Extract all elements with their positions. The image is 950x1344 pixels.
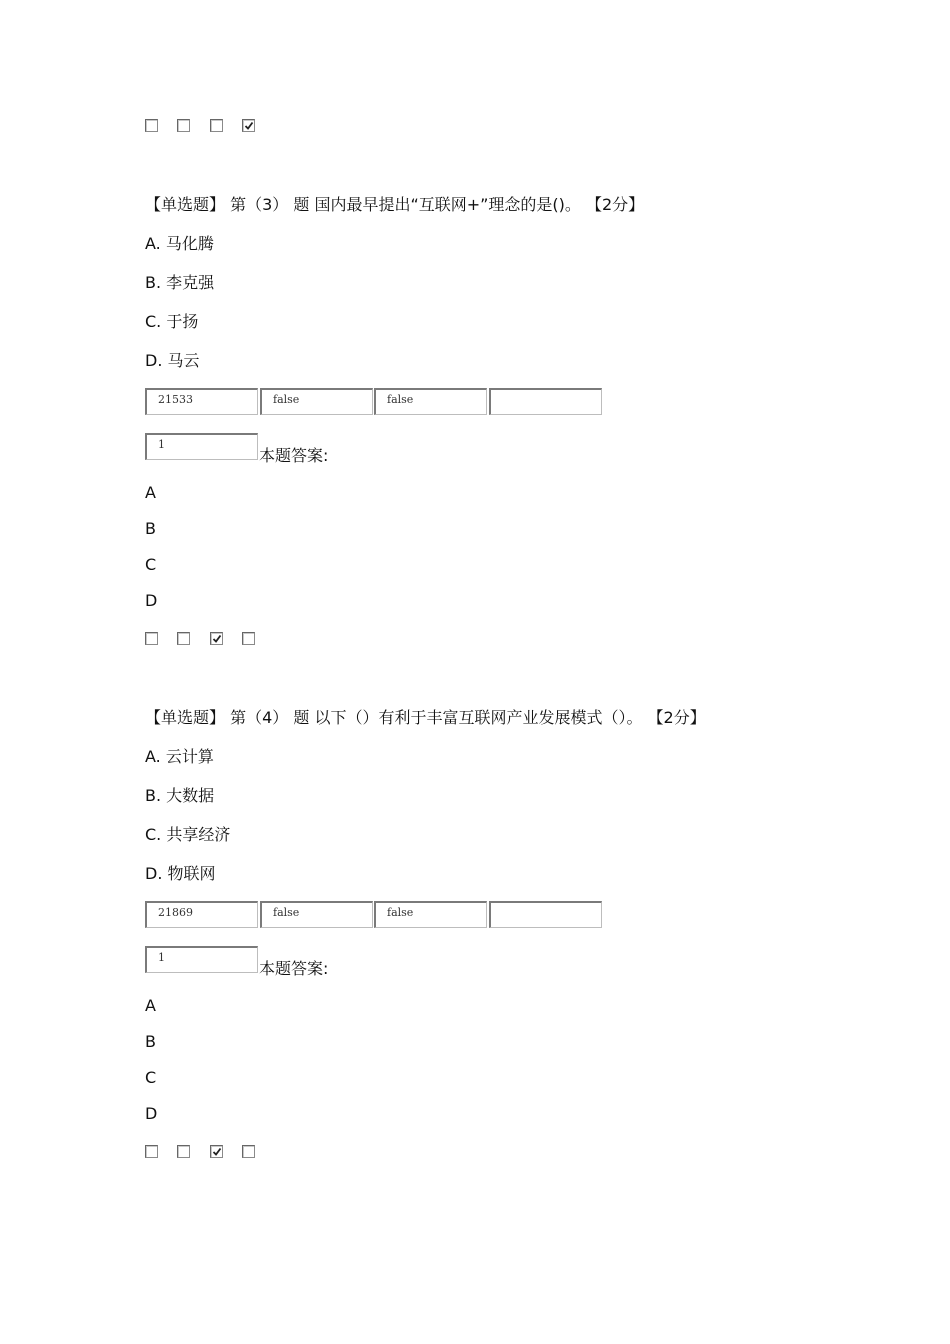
- checkmark-icon: [212, 634, 222, 644]
- checkbox-b[interactable]: [177, 1145, 190, 1158]
- answer-letter-d: D: [145, 591, 158, 610]
- checkbox-a[interactable]: [145, 1145, 158, 1158]
- checkbox-c[interactable]: [210, 119, 223, 132]
- count-field[interactable]: 1: [145, 946, 258, 973]
- flag-field-2[interactable]: false: [374, 901, 487, 928]
- answer-letter-a: A: [145, 483, 156, 502]
- empty-field[interactable]: [489, 901, 602, 928]
- checkmark-icon: [212, 1147, 222, 1157]
- flag-field-1[interactable]: false: [260, 388, 373, 415]
- count-field[interactable]: 1: [145, 433, 258, 460]
- checkbox-d[interactable]: [242, 632, 255, 645]
- option-b: B. 大数据: [145, 786, 215, 805]
- checkbox-d[interactable]: [242, 119, 255, 132]
- answer-letter-d: D: [145, 1104, 158, 1123]
- flag-field-2[interactable]: false: [374, 388, 487, 415]
- checkbox-a[interactable]: [145, 632, 158, 645]
- question-title: 【单选题】 第（4） 题 以下（）有利于丰富互联网产业发展模式（）。 【2分】: [145, 708, 706, 727]
- answer-letter-a: A: [145, 996, 156, 1015]
- option-a: A. 马化腾: [145, 234, 214, 253]
- checkmark-icon: [244, 121, 254, 131]
- empty-field[interactable]: [489, 388, 602, 415]
- question-title: 【单选题】 第（3） 题 国内最早提出“互联网+”理念的是()。 【2分】: [145, 195, 645, 214]
- option-d: D. 马云: [145, 351, 200, 370]
- checkbox-a[interactable]: [145, 119, 158, 132]
- checkbox-c[interactable]: [210, 1145, 223, 1158]
- question-id-field[interactable]: 21533: [145, 388, 258, 415]
- option-c: C. 共享经济: [145, 825, 231, 844]
- checkbox-b[interactable]: [177, 632, 190, 645]
- answer-letter-b: B: [145, 519, 156, 538]
- option-a: A. 云计算: [145, 747, 214, 766]
- option-b: B. 李克强: [145, 273, 215, 292]
- option-d: D. 物联网: [145, 864, 216, 883]
- question-id-field[interactable]: 21869: [145, 901, 258, 928]
- checkbox-c[interactable]: [210, 632, 223, 645]
- answer-letter-b: B: [145, 1032, 156, 1051]
- answer-label: 本题答案:: [259, 959, 329, 978]
- checkbox-b[interactable]: [177, 119, 190, 132]
- option-c: C. 于扬: [145, 312, 199, 331]
- flag-field-1[interactable]: false: [260, 901, 373, 928]
- answer-label: 本题答案:: [259, 446, 329, 465]
- checkbox-d[interactable]: [242, 1145, 255, 1158]
- answer-letter-c: C: [145, 1068, 157, 1087]
- answer-letter-c: C: [145, 555, 157, 574]
